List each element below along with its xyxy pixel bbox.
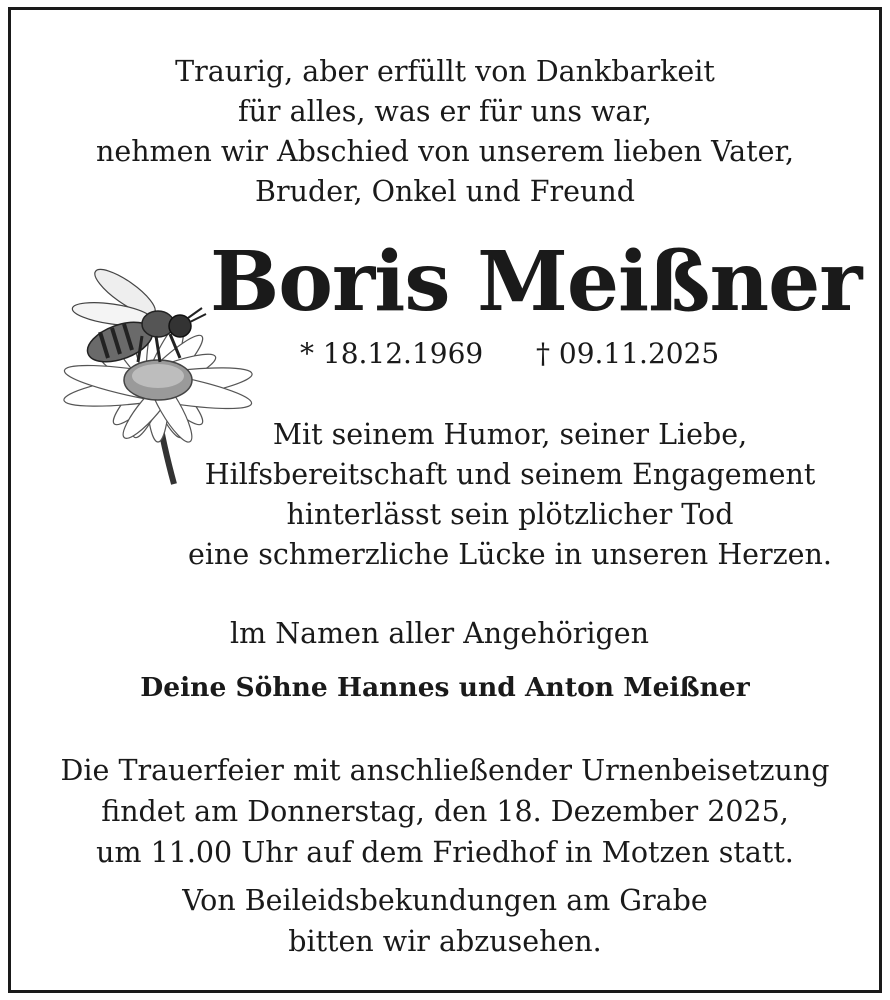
tribute-line: hinterlässt sein plötzlicher Tod [286,498,734,531]
funeral-details [0,750,890,873]
funeral-line: um 11.00 Uhr auf dem Friedhof in Motzen statt. [96,836,794,869]
signoff-text: lm Namen aller Angehörigen [230,617,649,650]
intro-line: Traurig, aber erfüllt von Dankbarkeit [175,55,715,88]
birth-date: * 18.12.1969 [300,337,484,370]
funeral-line: findet am Donnerstag, den 18. Dezember 2025, [101,795,789,828]
closing-line: bitten wir abzusehen. [288,925,602,958]
family-names: Deine Söhne Hannes und Anton Meißner [140,672,750,703]
tribute-line: eine schmerzliche Lücke in unseren Herzen. [188,538,832,571]
funeral-line: Die Trauerfeier mit anschließender Urnenbeisetzung [60,754,830,787]
intro-text [0,52,890,212]
tribute-text [185,415,835,575]
tribute-line: Hilfsbereitschaft und seinem Engagement [204,458,816,491]
intro-line: Bruder, Onkel und Freund [255,175,635,208]
deceased-name: Boris Meißner [210,234,862,330]
death-date: † 09.11.2025 [536,337,720,370]
closing-line: Von Beileidsbekundungen am Grabe [182,884,708,917]
intro-line: nehmen wir Abschied von unserem lieben Vater, [95,135,795,168]
closing-note [0,880,890,962]
intro-line: für alles, was er für uns war, [238,95,652,128]
tribute-line: Mit seinem Humor, seiner Liebe, [272,418,748,451]
